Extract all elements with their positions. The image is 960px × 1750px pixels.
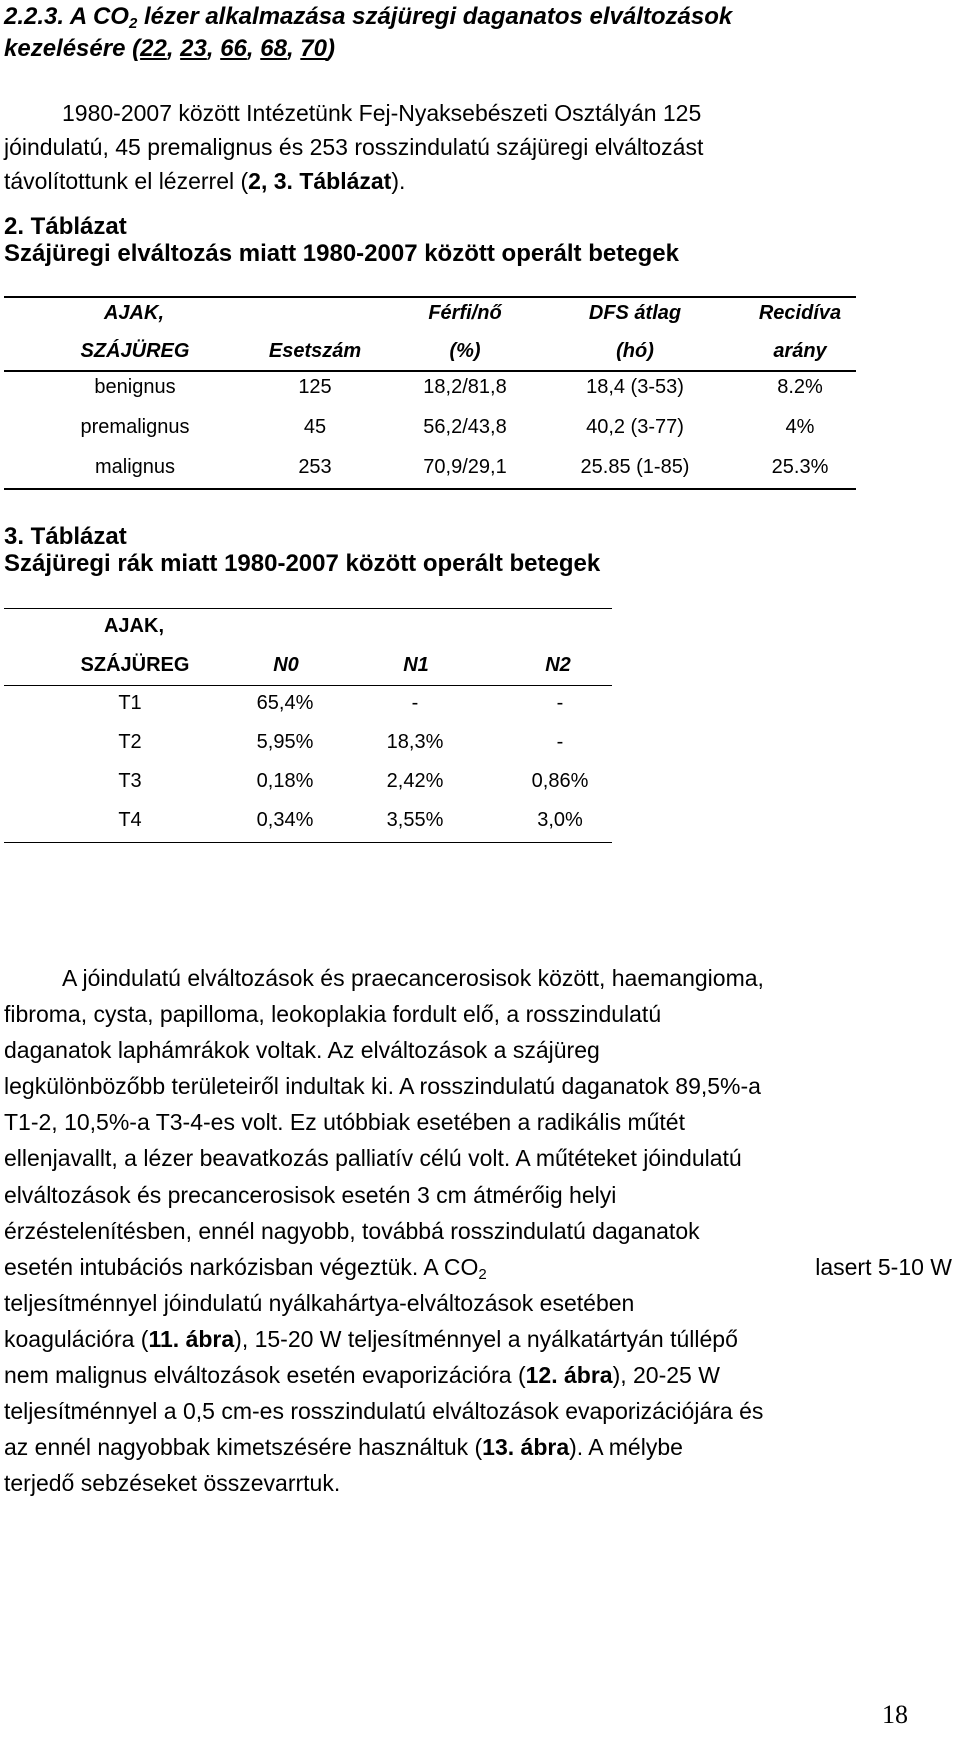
table-cell: 8.2% [777,376,823,398]
ref-link[interactable]: 22 [140,35,167,62]
table-cell: 2,42% [386,770,444,792]
body-line: legkülönbözőbb területeiről indultak ki. A rosszindulatú daganatok 89,5%-a [4,1073,761,1100]
table-cell: 18,2/81,8 [423,376,507,398]
table-header: N0 [273,654,299,676]
intro-paragraph [4,96,952,198]
intro-line: 1980-2007 között Intézetünk Fej-Nyaksebészeti Osztályán 125 [62,100,702,126]
section-heading [4,0,732,34]
table-cell: - [556,731,564,753]
body-paragraph [4,960,952,1501]
page-number: 18 [882,1700,908,1729]
table-rule [4,685,612,686]
table-header: Recidíva [758,302,842,324]
body-line: ellenjavallt, a lézer beavatkozás palliatív célú volt. A műtéteket jóindulatú [4,1145,742,1172]
table-rule [4,488,856,490]
body-line: terjedő sebzéseket összevarrtuk. [4,1470,341,1497]
table-cell: 5,95% [256,731,314,753]
intro-line: jóindulatú, 45 premalignus és 253 rosszindulatú szájüregi elváltozást [4,134,704,160]
section-number: 2.2.3. [4,3,65,30]
table-cell: T4 [118,809,142,831]
section-heading-line2: kezelésére (22, 23, 66, 68, 70) [4,35,335,62]
ref-link[interactable]: 23 [180,35,207,62]
table-header: SZÁJÜREG [80,340,190,362]
table3-caption: Szájüregi rák miatt 1980-2007 között operált betegek [4,550,601,577]
table-header: SZÁJÜREG [80,654,190,676]
table-header: arány [773,340,827,362]
body-line: teljesítménnyel a 0,5 cm-es rosszindulatú elváltozások evaporizációjára és [4,1398,764,1425]
intro-line: távolítottunk el lézerrel (2, 3. Táblázat). [4,168,406,194]
body-line: teljesítménnyel jóindulatú nyálkahártya-elváltozások esetében [4,1289,635,1316]
body-line: érzéstelenítésben, ennél nagyobb, továbbá rosszindulatú daganatok [4,1217,700,1244]
table-header: (hó) [616,340,654,362]
body-line: A jóindulatú elváltozások és praecancerosisok között, haemangioma, [62,965,764,991]
table-cell: 0,18% [256,770,314,792]
table-cell: 3,55% [386,809,444,831]
body-line: nem malignus elváltozások esetén evaporizációra ( 12. ábra ), 20-25 W [4,1362,720,1389]
table-header: (%) [449,340,481,362]
table-cell: 65,4% [256,692,314,714]
section-title-b: lézer alkalmazása szájüregi daganatos elváltozások [137,3,733,30]
table-cell: - [556,692,564,714]
table-rule [4,842,612,843]
body-line: fibroma, cysta, papilloma, leokoplakia fordult elő, a rosszindulatú [4,1001,662,1028]
body-line: elváltozások és precancerosisok esetén 3 cm átmérőig helyi [4,1181,617,1208]
table-cell: - [411,692,419,714]
table3-label: 3. Táblázat [4,523,127,550]
table-cell: 0,34% [256,809,314,831]
table-header: N1 [403,654,429,676]
table-cell: T1 [118,692,142,714]
table-cell: 40,2 (3-77) [586,416,684,438]
table2-caption: Szájüregi elváltozás miatt 1980-2007 között operált betegek [4,240,679,267]
body-line: esetén intubációs narkózisban végeztük. A $CO_2$ lasert 5-10 W [4,1253,952,1283]
table-cell: 4% [785,416,815,438]
table-rule [4,370,856,372]
table-cell: 253 [298,456,332,478]
table2-label: 2. Táblázat [4,213,127,240]
table-cell: malignus [94,456,176,478]
table-header: N2 [545,654,571,676]
ref-link[interactable]: 66 [220,35,247,62]
table-rule [4,296,856,298]
body-line: daganatok laphámrákok voltak. Az elváltozások a szájüreg [4,1037,600,1064]
table-cell: benignus [94,376,176,398]
ref-link[interactable]: 70 [300,35,327,62]
ref-link[interactable]: 68 [260,35,287,62]
table-cell: premalignus [80,416,190,438]
table-rule [4,608,612,609]
section-title-a: A CO [69,3,129,30]
body-line: koagulációra ( 11. ábra ), 15-20 W teljesítménnyel a nyálkatártyán túllépő [4,1325,738,1352]
table-cell: 18,4 (3-53) [586,376,684,398]
table-cell: 125 [298,376,332,398]
table-cell: 0,86% [531,770,589,792]
table-cell: 25.3% [771,456,829,478]
table-header: AJAK, [103,615,164,637]
table-header: AJAK, [103,302,164,324]
table-cell: 18,3% [386,731,444,753]
table-cell: 25.85 (1-85) [580,456,690,478]
table-header: Esetszám [268,340,362,362]
table-cell: 45 [303,416,327,438]
table-header: Férfi/nő [428,302,502,324]
table-header: DFS átlag [588,302,682,324]
table-cell: 56,2/43,8 [423,416,507,438]
table-cell: T2 [118,731,142,753]
table-cell: 3,0% [537,809,583,831]
table-cell: T3 [118,770,142,792]
body-line: az ennél nagyobbak kimetszésére használtuk ( 13. ábra ). A mélybe [4,1434,683,1461]
table-cell: 70,9/29,1 [423,456,507,478]
section-title-sub: 2 [128,15,138,32]
body-line: T1-2, 10,5%-a T3-4-es volt. Ez utóbbiak esetében a radikális műtét [4,1109,685,1136]
